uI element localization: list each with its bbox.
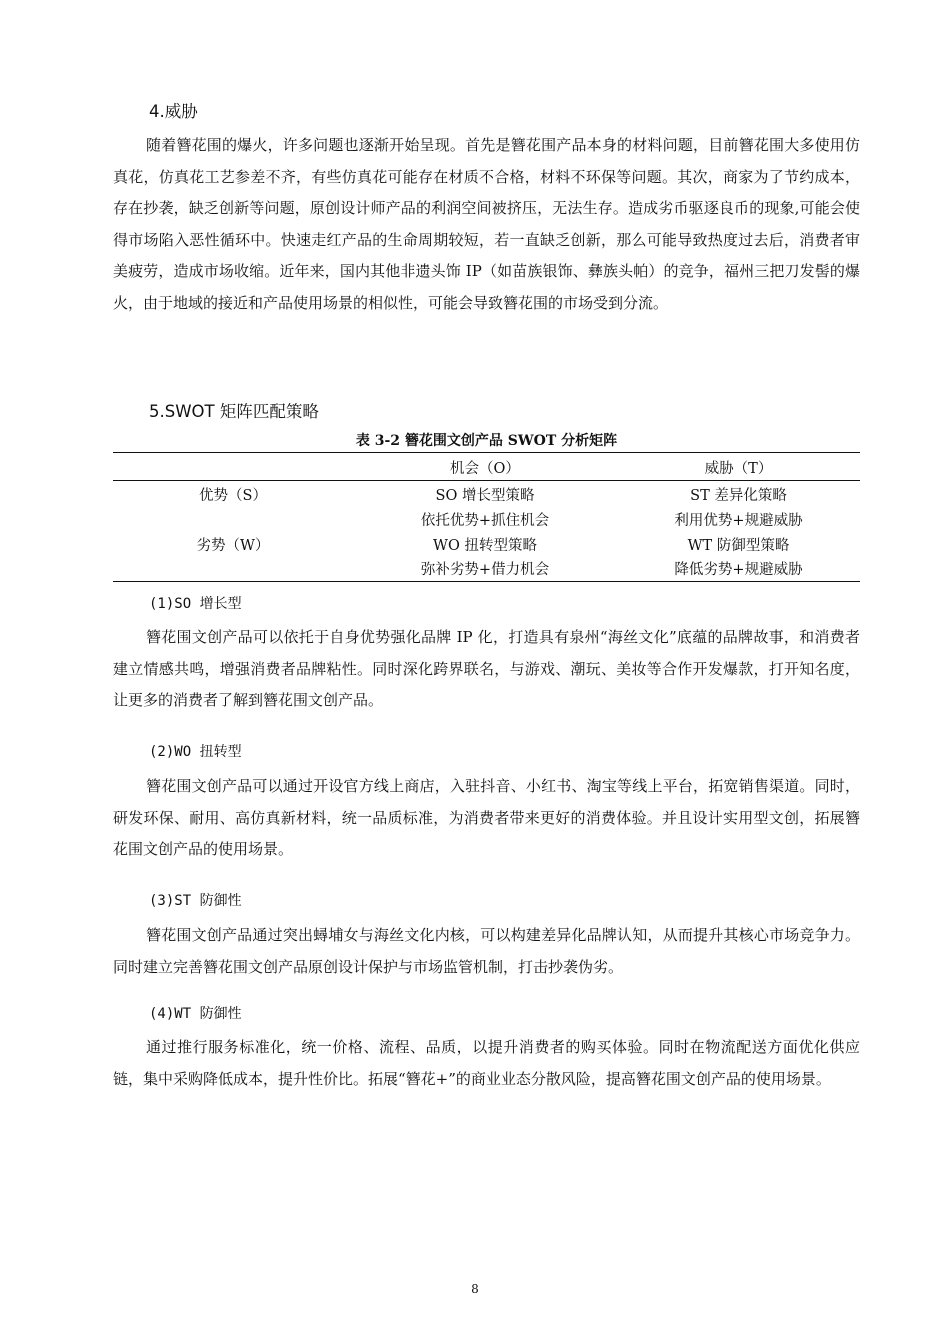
strategy-wo-text: 簪花围文创产品可以通过开设官方线上商店，入驻抖音、小红书、淘宝等线上平台，拓宽销售渠道。同时，研发环保、耐用、高仿真新材料，统一品质标准，为消费者带来更好的消费体验。并且设计实用型文创，拓展簪花围文创产品的使用场景。 [113,777,860,858]
table-header-divider [113,480,860,481]
row-label-weakness: 劣势（W） [196,538,270,554]
row-label-strength: 优势（S） [199,488,267,504]
strategy-st-text: 簪花围文创产品通过突出蟳埔女与海丝文化内核，可以构建差异化品牌认知，从而提升其核心市场竞争力。同时建立完善簪花围文创产品原创设计保护与市场监管机制，打击抄袭伪劣。 [113,926,860,976]
section-heading-threats: 4.威胁 [149,102,198,121]
section-heading-swot-strategy: 5.SWOT 矩阵匹配策略 [149,402,319,421]
strategy-st-title: (3)ST 防御性 [149,893,242,909]
wt-strategy-title: WT 防御型策略 [687,538,790,554]
threats-paragraph: 随着簪花围的爆火，许多问题也逐渐开始呈现。首先是簪花围产品本身的材料问题，目前簪花围大多使用仿真花，仿真花工艺参差不齐，有些仿真花可能存在材质不合格，材料不环保等问题。其次，商家为了节约成本，存在抄袭，缺乏创新等问题，原创设计师产品的利润空间被挤压，无法生存。造成劣币驱逐良币的现象,可能会使得市场陷入恶性循环中。快速走红产品的生命周期较短，若一直缺乏创新，那么可能导致热度过去后，消费者审美疲劳，造成市场收缩。近年来，国内其他非遗头饰 IP（如苗族银饰、彝族头帕）的竞争，福州三把刀发髻的爆火，由于地域的接近和产品使用场景的相似性，可能会导致簪花围的市场受到分流。 [113,136,860,312]
so-strategy-title: SO 增长型策略 [435,488,535,504]
wo-strategy-desc: 弥补劣势+借力机会 [420,562,550,578]
st-strategy-title: ST 差异化策略 [690,488,787,504]
swot-matrix-table [113,452,860,582]
strategy-wt-title: (4)WT 防御性 [149,1006,242,1022]
header-opportunity: 机会（O） [450,461,520,477]
header-threat: 威胁（T） [704,461,773,477]
strategy-so-text: 簪花围文创产品可以依托于自身优势强化品牌 IP 化，打造具有泉州“海丝文化”底蕴的品牌故事，和消费者建立情感共鸣，增强消费者品牌粘性。同时深化跨界联名，与游戏、潮玩、美妆等合作开发爆款，打开知名度，让更多的消费者了解到簪花围文创产品。 [113,628,860,709]
so-strategy-desc: 依托优势+抓住机会 [420,513,550,529]
strategy-wt-text: 通过推行服务标准化，统一价格、流程、品质，以提升消费者的购买体验。同时在物流配送方面优化供应链，集中采购降低成本，提升性价比。拓展“簪花+”的商业业态分散风险，提高簪花围文创产品的使用场景。 [113,1038,860,1088]
st-strategy-desc: 利用优势+规避威胁 [674,513,803,529]
strategy-so-title: (1)SO 增长型 [149,596,242,612]
table-caption: 表 3-2 簪花围文创产品 SWOT 分析矩阵 [355,433,618,449]
wt-strategy-desc: 降低劣势+规避威胁 [674,562,803,578]
page-number: 8 [471,1282,479,1296]
wo-strategy-title: WO 扭转型策略 [433,538,537,554]
strategy-wo-title: (2)WO 扭转型 [149,744,242,760]
